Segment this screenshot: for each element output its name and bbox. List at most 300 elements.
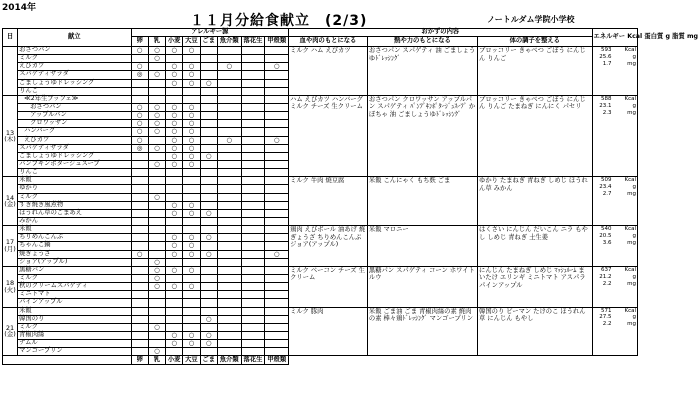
allergen-mark <box>265 299 289 307</box>
nutrition-value: 2.3 <box>602 109 612 116</box>
table-row <box>3 47 638 55</box>
allergen-mark <box>265 169 289 177</box>
column-header-allergen: 甲殻類 <box>265 37 289 47</box>
allergen-mark <box>200 348 217 356</box>
column-header-allergen: 魚介類 <box>217 37 241 47</box>
food-body: ブロッコリー きゃべつ ごぼう にんじん りんご <box>478 47 592 96</box>
allergen-mark <box>131 299 148 307</box>
allergen-mark <box>148 177 165 185</box>
allergen-mark <box>131 340 148 348</box>
allergen-mark <box>200 291 217 299</box>
allergen-mark <box>183 87 200 95</box>
allergen-mark <box>241 79 265 87</box>
footer-spacer <box>3 356 132 365</box>
allergen-mark <box>200 274 217 282</box>
allergen-mark <box>131 258 148 266</box>
allergen-mark <box>241 250 265 258</box>
allergen-mark <box>183 315 200 323</box>
allergen-mark <box>265 266 289 274</box>
allergen-mark <box>265 217 289 225</box>
allergen-mark <box>241 120 265 128</box>
nutrition-line <box>594 233 636 240</box>
allergen-mark <box>265 331 289 339</box>
allergen-mark: ○ <box>200 250 217 258</box>
allergen-mark <box>241 234 265 242</box>
nutrition-unit: g <box>632 102 636 109</box>
allergen-mark <box>217 250 241 258</box>
nutrition-cell <box>592 266 637 307</box>
allergen-mark <box>241 193 265 201</box>
nutrition-line <box>594 267 636 274</box>
allergen-mark: ○ <box>148 266 165 274</box>
food-blood: ミルク ベーコン チーズ 生クリーム <box>289 266 368 307</box>
allergen-mark: ○ <box>148 103 165 111</box>
food-heat: おさつパン スパゲティ 油 ごましょうゆﾄﾞﾚｯｼﾝｸﾞ <box>367 47 477 96</box>
allergen-mark <box>265 291 289 299</box>
year-label: 2014年 <box>2 3 37 13</box>
allergen-mark <box>183 307 200 315</box>
nutrition-value: 21.2 <box>599 273 612 280</box>
allergen-mark <box>200 120 217 128</box>
dish-name: 秋のクリームスパゲティ <box>18 283 131 291</box>
dish-name: ごましょうゆドレッシング <box>18 152 131 160</box>
footer-allergen: 甲殻類 <box>265 356 289 365</box>
allergen-mark: ○ <box>148 47 165 55</box>
nutrition-value: 25.6 <box>599 53 612 60</box>
allergen-mark <box>131 323 148 331</box>
allergen-mark <box>217 242 241 250</box>
allergen-mark <box>200 185 217 193</box>
allergen-mark: ○ <box>265 136 289 144</box>
nutrition-unit: Kcal <box>624 47 636 53</box>
allergen-mark: ○ <box>183 340 200 348</box>
nutrition-line <box>594 47 636 54</box>
allergen-mark <box>131 152 148 160</box>
day-cell: 21 (金) <box>3 307 18 356</box>
column-group-side: おかずの内容 <box>289 29 592 37</box>
allergen-mark <box>265 79 289 87</box>
food-heat: 米飯 こんにゃく もち麩 ごま <box>367 177 477 226</box>
allergen-mark <box>200 242 217 250</box>
allergen-mark <box>217 266 241 274</box>
column-header-menu: 献立 <box>18 29 131 47</box>
nutrition-cell <box>592 95 637 176</box>
allergen-mark <box>265 103 289 111</box>
allergen-mark <box>148 87 165 95</box>
allergen-mark <box>166 169 183 177</box>
allergen-mark: ○ <box>148 274 165 282</box>
nutrition-unit: g <box>632 273 636 280</box>
food-body: にんじん たまねぎ しめじ ﾏｯｼｭﾙｰﾑ まいたけ エリンギ ミニトマト アスパラ パインアップル <box>478 266 592 307</box>
allergen-mark: ○ <box>183 47 200 55</box>
allergen-mark <box>200 217 217 225</box>
allergen-mark <box>131 87 148 95</box>
food-blood: ハム えびカツ ハンバーグ ミルク チーズ 生クリーム <box>289 95 368 176</box>
nutrition-cell <box>592 226 637 267</box>
allergen-mark: ○ <box>183 234 200 242</box>
allergen-mark <box>217 291 241 299</box>
allergen-mark: ○ <box>166 266 183 274</box>
allergen-mark <box>217 258 241 266</box>
allergen-mark: ○ <box>166 283 183 291</box>
allergen-mark <box>241 112 265 120</box>
allergen-mark <box>166 348 183 356</box>
allergen-mark <box>200 299 217 307</box>
day-cell: 14 (金) <box>3 177 18 226</box>
dish-name: ジョア(アップル) <box>18 258 131 266</box>
menu-table <box>2 28 698 365</box>
allergen-mark: ○ <box>166 152 183 160</box>
allergen-mark: ○ <box>183 71 200 79</box>
food-blood: 鶏肉 えびボール 油あげ 焼ぎょうざ ちりめんこんぶ ジョア(アップル) <box>289 226 368 267</box>
allergen-mark <box>241 299 265 307</box>
dish-name: ちりめんこんぶ <box>18 234 131 242</box>
nutrition-unit: mg <box>627 280 636 287</box>
allergen-mark <box>241 185 265 193</box>
allergen-mark <box>200 95 217 103</box>
dish-name: みかん <box>18 217 131 225</box>
nutrition-value: 571 <box>601 307 612 314</box>
allergen-mark <box>166 193 183 201</box>
food-body: はくさい にんじん だいこん ニラ もやし しめじ 青ねぎ 土生姜 <box>478 226 592 267</box>
allergen-mark <box>217 193 241 201</box>
footer-allergen: 卵 <box>131 356 148 365</box>
allergen-mark <box>217 177 241 185</box>
allergen-mark <box>217 87 241 95</box>
allergen-mark <box>148 209 165 217</box>
dish-name: ほうれん草のごまあえ <box>18 209 131 217</box>
allergen-mark <box>217 79 241 87</box>
food-body: 韓国のり ピーマン たけのこ ほうれん草 にんじん もやし <box>478 307 592 356</box>
allergen-mark <box>265 71 289 79</box>
allergen-mark <box>241 258 265 266</box>
dish-name: パインアップル <box>18 299 131 307</box>
allergen-mark <box>217 112 241 120</box>
day-cell: 13 (木) <box>3 95 18 176</box>
allergen-mark <box>265 283 289 291</box>
dish-name: ミニトマト <box>18 291 131 299</box>
allergen-mark <box>241 95 265 103</box>
allergen-mark <box>148 201 165 209</box>
allergen-mark: ○ <box>200 340 217 348</box>
nutrition-line <box>594 177 636 184</box>
allergen-mark <box>265 112 289 120</box>
allergen-mark <box>131 274 148 282</box>
allergen-mark <box>265 193 289 201</box>
menu-body <box>3 47 638 356</box>
allergen-mark <box>148 169 165 177</box>
allergen-mark <box>241 226 265 234</box>
footer-allergen: 落花生 <box>241 356 265 365</box>
allergen-mark <box>200 128 217 136</box>
allergen-mark <box>200 258 217 266</box>
allergen-mark <box>265 258 289 266</box>
nutrition-value: 588 <box>601 95 612 102</box>
nutrition-unit: g <box>632 314 636 321</box>
allergen-mark: ○ <box>166 340 183 348</box>
column-header-allergen: 乳 <box>148 37 165 47</box>
allergen-mark <box>217 120 241 128</box>
allergen-mark <box>200 169 217 177</box>
nutrition-cell <box>592 47 637 96</box>
allergen-mark: ○ <box>265 63 289 71</box>
dish-name: パンプキンポタージュスープ <box>18 160 131 168</box>
allergen-mark <box>241 55 265 63</box>
dish-name: スパゲティサラダ <box>18 71 131 79</box>
allergen-mark <box>265 152 289 160</box>
allergen-mark: ○ <box>183 266 200 274</box>
nutrition-value: 2.7 <box>602 191 612 197</box>
allergen-mark <box>241 331 265 339</box>
allergen-mark <box>131 217 148 225</box>
dish-name: 青椒肉絲 <box>18 331 131 339</box>
column-header-body: 体の調子を整える <box>478 37 592 47</box>
allergen-mark <box>265 201 289 209</box>
allergen-mark <box>265 348 289 356</box>
allergen-mark <box>241 160 265 168</box>
allergen-mark <box>200 87 217 95</box>
allergen-mark <box>131 160 148 168</box>
column-header-day: 日 <box>3 29 18 47</box>
nutrition-line <box>594 110 636 117</box>
allergen-mark <box>241 63 265 71</box>
allergen-mark <box>265 323 289 331</box>
dish-name: 米飯 <box>18 307 131 315</box>
allergen-mark: ○ <box>183 120 200 128</box>
nutrition-value: 2.2 <box>602 280 612 287</box>
allergen-mark <box>131 226 148 234</box>
allergen-mark <box>241 323 265 331</box>
day-cell: 18 (火) <box>3 266 18 307</box>
allergen-mark: ○ <box>166 160 183 168</box>
allergen-mark: ○ <box>166 79 183 87</box>
allergen-mark <box>265 209 289 217</box>
allergen-mark <box>131 209 148 217</box>
dish-name: 焼ぎょうざ <box>18 250 131 258</box>
allergen-mark <box>217 209 241 217</box>
allergen-mark <box>148 291 165 299</box>
allergen-mark <box>265 242 289 250</box>
allergen-mark <box>183 348 200 356</box>
allergen-mark <box>183 217 200 225</box>
nutrition-value: 20.5 <box>599 232 612 239</box>
dish-name: マンゴープリン <box>18 348 131 356</box>
allergen-mark <box>131 201 148 209</box>
allergen-mark <box>265 160 289 168</box>
allergen-mark <box>217 128 241 136</box>
dish-name: すき焼き風煮物 <box>18 201 131 209</box>
allergen-mark <box>148 79 165 87</box>
allergen-mark <box>200 112 217 120</box>
food-body: ブロッコリー きゃべつ ごぼう にんじん りんご たまねぎ にんにく パセリ <box>478 95 592 176</box>
nutrition-value: 2.2 <box>602 321 612 328</box>
allergen-mark <box>166 315 183 323</box>
column-header-blood: 血や肉のもとになる <box>289 37 368 47</box>
nutrition-cell <box>592 307 637 356</box>
allergen-mark <box>131 185 148 193</box>
allergen-mark <box>265 274 289 282</box>
allergen-mark: ○ <box>183 201 200 209</box>
allergen-mark: ○ <box>148 120 165 128</box>
allergen-mark <box>166 291 183 299</box>
allergen-mark <box>217 47 241 55</box>
day-cell: 17 (月) <box>3 226 18 267</box>
allergen-mark: ○ <box>183 250 200 258</box>
allergen-mark <box>131 331 148 339</box>
allergen-mark <box>200 136 217 144</box>
allergen-mark <box>148 234 165 242</box>
nutrition-unit: Kcal <box>624 226 636 233</box>
allergen-mark <box>265 234 289 242</box>
footer-allergen: 魚介類 <box>217 356 241 365</box>
allergen-mark <box>217 217 241 225</box>
allergen-mark <box>265 185 289 193</box>
allergen-mark: ○ <box>183 128 200 136</box>
allergen-mark <box>265 307 289 315</box>
allergen-mark <box>217 95 241 103</box>
allergen-mark <box>265 226 289 234</box>
food-heat: 米飯 マロニー <box>367 226 477 267</box>
allergen-mark <box>148 307 165 315</box>
allergen-mark <box>241 87 265 95</box>
nutrition-unit: g <box>632 232 636 239</box>
allergen-mark: ○ <box>148 283 165 291</box>
allergen-mark <box>217 340 241 348</box>
allergen-mark <box>217 169 241 177</box>
nutrition-line <box>594 240 636 247</box>
nutrition-value: 593 <box>601 47 612 53</box>
dish-name: おさつパン <box>18 103 131 111</box>
nutrition-unit: mg <box>627 60 636 67</box>
dish-name: ミルク <box>18 55 131 63</box>
allergen-mark <box>200 266 217 274</box>
allergen-mark <box>265 87 289 95</box>
allergen-mark <box>131 169 148 177</box>
nutrition-value: 540 <box>601 226 612 233</box>
allergen-mark <box>200 71 217 79</box>
nutrition-line <box>594 96 636 103</box>
allergen-mark: ○ <box>183 331 200 339</box>
food-heat: おさつパン クロワッサン アップルパン スパゲティ ﾊﾟﾝﾌﾟｷﾝﾎﾟﾀｰｼﾞｭｽｰﾌﾟ かぼちゃ 油 ごましょうゆﾄﾞﾚｯｼﾝｸﾞ <box>367 95 477 176</box>
allergen-mark <box>241 103 265 111</box>
allergen-mark <box>183 299 200 307</box>
nutrition-value: 23.1 <box>599 102 612 109</box>
allergen-mark <box>131 177 148 185</box>
nutrition-value: 23.4 <box>599 184 612 191</box>
allergen-mark <box>241 348 265 356</box>
allergen-mark <box>241 47 265 55</box>
allergen-mark <box>241 307 265 315</box>
nutrition-line <box>594 281 636 288</box>
allergen-mark <box>183 185 200 193</box>
nutrition-value: 637 <box>601 266 612 273</box>
allergen-mark <box>200 103 217 111</box>
allergen-mark <box>241 152 265 160</box>
nutrition-line <box>594 184 636 191</box>
allergen-mark <box>265 177 289 185</box>
footer-allergen: ごま <box>200 356 217 365</box>
dish-name: ゆかり <box>18 185 131 193</box>
allergen-mark: ○ <box>200 79 217 87</box>
nutrition-unit: g <box>632 184 636 191</box>
allergen-mark <box>200 63 217 71</box>
dish-name: ごましょうゆドレッシング <box>18 79 131 87</box>
allergen-mark: ○ <box>200 152 217 160</box>
allergen-mark: ○ <box>148 193 165 201</box>
nutrition-unit: Kcal <box>624 177 636 184</box>
allergen-mark <box>217 307 241 315</box>
table-row <box>3 266 638 274</box>
allergen-mark <box>241 315 265 323</box>
allergen-mark: ○ <box>166 234 183 242</box>
dish-name: りんご <box>18 169 131 177</box>
allergen-mark <box>241 340 265 348</box>
allergen-mark <box>148 217 165 225</box>
allergen-mark: ○ <box>166 331 183 339</box>
allergen-mark <box>183 291 200 299</box>
allergen-mark: ○ <box>183 144 200 152</box>
allergen-mark <box>217 323 241 331</box>
footer-allergen: 乳 <box>148 356 165 365</box>
food-heat: 米飯 ごま油 ごま 青椒肉絲の素 焼肉の素 棒々鶏ﾄﾞﾚｯｼﾝｸﾞ マンゴープリン <box>367 307 477 356</box>
allergen-mark: ○ <box>166 242 183 250</box>
allergen-mark: ○ <box>183 79 200 87</box>
nutrition-line <box>594 274 636 281</box>
allergen-mark <box>166 87 183 95</box>
allergen-mark: ○ <box>183 160 200 168</box>
allergen-mark: ○ <box>183 283 200 291</box>
allergen-mark: ○ <box>131 250 148 258</box>
allergen-mark: ○ <box>148 71 165 79</box>
column-header-allergen: 大豆 <box>183 37 200 47</box>
column-group-allergen: アレルギー源 <box>131 29 289 37</box>
nutrition-line <box>594 61 636 68</box>
column-header-allergen: 小麦 <box>166 37 183 47</box>
page-title: １１月分給食献立 (2/3) <box>190 13 368 29</box>
allergen-mark: ○ <box>183 136 200 144</box>
dish-name: アップルパン <box>18 112 131 120</box>
day-cell <box>3 47 18 96</box>
allergen-mark <box>148 226 165 234</box>
nutrition-unit: mg <box>627 191 636 197</box>
allergen-mark <box>241 201 265 209</box>
allergen-mark <box>131 234 148 242</box>
allergen-mark: ◎ <box>131 144 148 152</box>
allergen-mark <box>217 299 241 307</box>
allergen-mark: ○ <box>131 63 148 71</box>
food-body: ゆかり たまねぎ 青ねぎ しめじ ほうれん草 みかん <box>478 177 592 226</box>
allergen-mark <box>166 307 183 315</box>
allergen-mark <box>200 307 217 315</box>
table-row <box>3 177 638 185</box>
allergen-mark: ○ <box>217 63 241 71</box>
allergen-mark <box>241 71 265 79</box>
footer-allergen: 小麦 <box>166 356 183 365</box>
allergen-mark <box>241 291 265 299</box>
allergen-mark <box>265 315 289 323</box>
allergen-mark <box>200 177 217 185</box>
allergen-mark: ○ <box>166 144 183 152</box>
allergen-mark <box>241 217 265 225</box>
allergen-mark: ○ <box>166 250 183 258</box>
allergen-mark <box>131 242 148 250</box>
allergen-mark <box>148 250 165 258</box>
dish-name: えびカツ <box>18 63 131 71</box>
dish-name: ミルク <box>18 323 131 331</box>
allergen-mark <box>241 144 265 152</box>
nutrition-unit: g <box>632 53 636 60</box>
allergen-mark <box>131 348 148 356</box>
